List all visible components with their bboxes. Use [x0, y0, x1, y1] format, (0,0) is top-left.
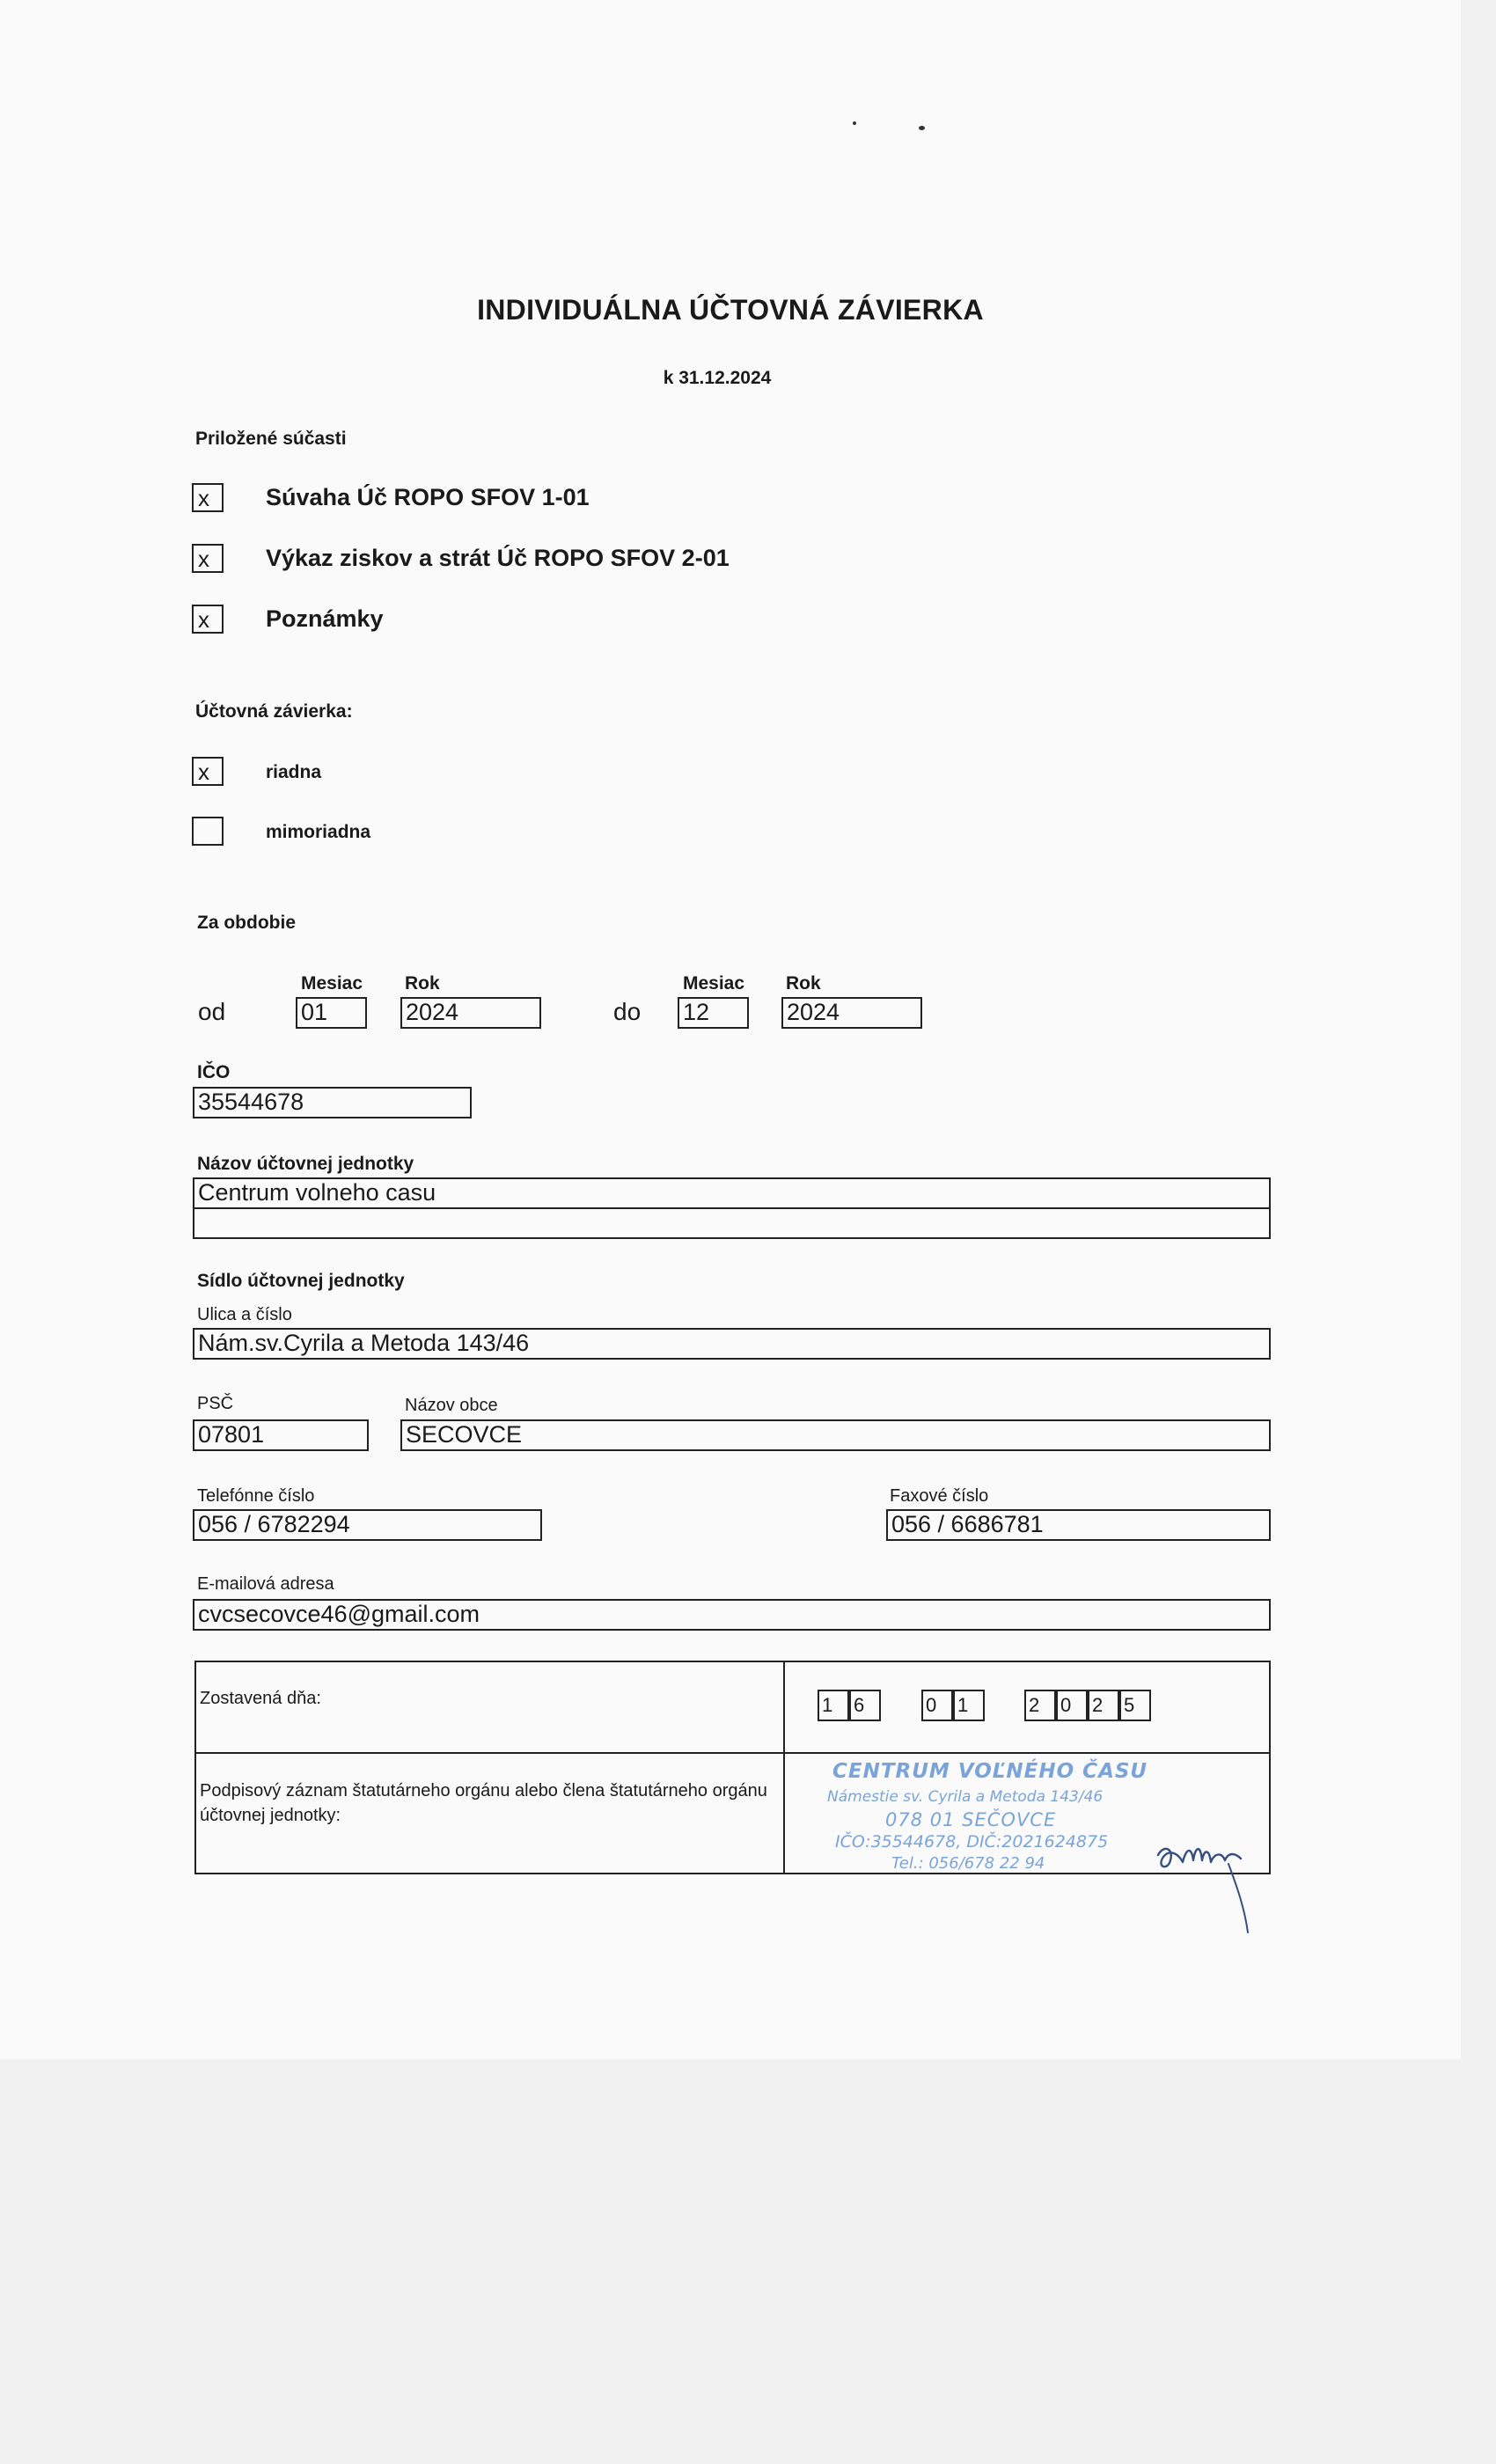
fax-field[interactable]: 056 / 6686781 [886, 1509, 1271, 1541]
to-month-label: Mesiac [683, 973, 745, 994]
compiled-year-digit-3[interactable]: 2 [1088, 1690, 1119, 1721]
ico-field[interactable]: 35544678 [193, 1087, 472, 1118]
checkbox-poznamky[interactable]: x [192, 605, 224, 634]
stamp-line-ids: IČO:35544678, DIČ:2021624875 [835, 1832, 1109, 1852]
stamp-line-title: CENTRUM VOĽNÉHO ČASU [832, 1760, 1148, 1783]
from-month-label: Mesiac [301, 973, 363, 994]
entity-name-line1[interactable]: Centrum volneho casu [193, 1177, 1271, 1209]
ico-label: IČO [197, 1062, 231, 1082]
compiled-label: Zostavená dňa: [200, 1689, 321, 1708]
entity-name-line2[interactable] [193, 1207, 1271, 1239]
compiled-year-digit-2[interactable]: 0 [1056, 1690, 1088, 1721]
to-month-field[interactable]: 12 [678, 997, 749, 1029]
city-label: Názov obce [405, 1396, 498, 1415]
from-label: od [198, 998, 226, 1025]
fax-label: Faxové číslo [890, 1486, 989, 1506]
closing-type-heading: Účtovná závierka: [195, 701, 353, 722]
attachment-label: Výkaz ziskov a strát Úč ROPO SFOV 2-01 [266, 545, 730, 571]
from-year-field[interactable]: 2024 [400, 997, 541, 1029]
stamp-line-phone: Tel.: 056/678 22 94 [891, 1854, 1045, 1873]
to-year-label: Rok [786, 973, 821, 994]
entity-name-label: Názov účtovnej jednotky [197, 1154, 414, 1174]
closing-option-label: riadna [266, 762, 322, 782]
compiled-month-digit-1[interactable]: 0 [921, 1690, 953, 1721]
stamp-line-address: Námestie sv. Cyrila a Metoda 143/46 [827, 1788, 1104, 1806]
stamp-line-city: 078 01 SEČOVCE [885, 1809, 1057, 1830]
signature-label: Podpisový záznam štatutárneho orgánu alebo člena štatutárneho orgánu účtovnej jednotky: [200, 1781, 767, 1825]
street-field[interactable]: Nám.sv.Cyrila a Metoda 143/46 [193, 1328, 1271, 1360]
to-year-field[interactable]: 2024 [781, 997, 922, 1029]
attachment-label: Poznámky [266, 605, 384, 632]
phone-field[interactable]: 056 / 6782294 [193, 1509, 542, 1541]
checkbox-suvaha[interactable]: x [192, 483, 224, 512]
attachment-label: Súvaha Úč ROPO SFOV 1-01 [266, 484, 590, 510]
from-year-label: Rok [405, 973, 440, 994]
checkbox-vykaz[interactable]: x [192, 544, 224, 573]
scan-speck [853, 121, 856, 125]
psc-label: PSČ [197, 1394, 234, 1413]
compiled-month-digit-2[interactable]: 1 [953, 1690, 985, 1721]
email-field[interactable]: cvcsecovce46@gmail.com [193, 1599, 1271, 1631]
compiled-year-digit-4[interactable]: 5 [1119, 1690, 1151, 1721]
handwritten-signature [1144, 1822, 1294, 1936]
compiled-day-digit-2[interactable]: 6 [849, 1690, 881, 1721]
psc-field[interactable]: 07801 [193, 1419, 369, 1451]
period-heading: Za obdobie [197, 913, 296, 933]
document-title: INDIVIDUÁLNA ÚČTOVNÁ ZÁVIERKA [477, 294, 984, 326]
closing-option-label: mimoriadna [266, 822, 371, 842]
scan-speck [919, 126, 925, 130]
table-row-divider [196, 1752, 1269, 1754]
from-month-field[interactable]: 01 [296, 997, 367, 1029]
compiled-year-digit-1[interactable]: 2 [1024, 1690, 1056, 1721]
phone-label: Telefónne číslo [197, 1486, 315, 1506]
attachments-heading: Priložené súčasti [195, 429, 347, 449]
checkbox-riadna[interactable]: x [192, 757, 224, 786]
email-label: E-mailová adresa [197, 1574, 334, 1594]
document-date: k 31.12.2024 [663, 368, 772, 388]
checkbox-mimoriadna[interactable] [192, 817, 224, 846]
city-field[interactable]: SECOVCE [400, 1419, 1271, 1451]
compiled-day-digit-1[interactable]: 1 [818, 1690, 849, 1721]
street-label: Ulica a číslo [197, 1305, 292, 1324]
seat-label: Sídlo účtovnej jednotky [197, 1271, 405, 1291]
to-label: do [613, 998, 642, 1025]
table-column-divider [783, 1662, 785, 1873]
